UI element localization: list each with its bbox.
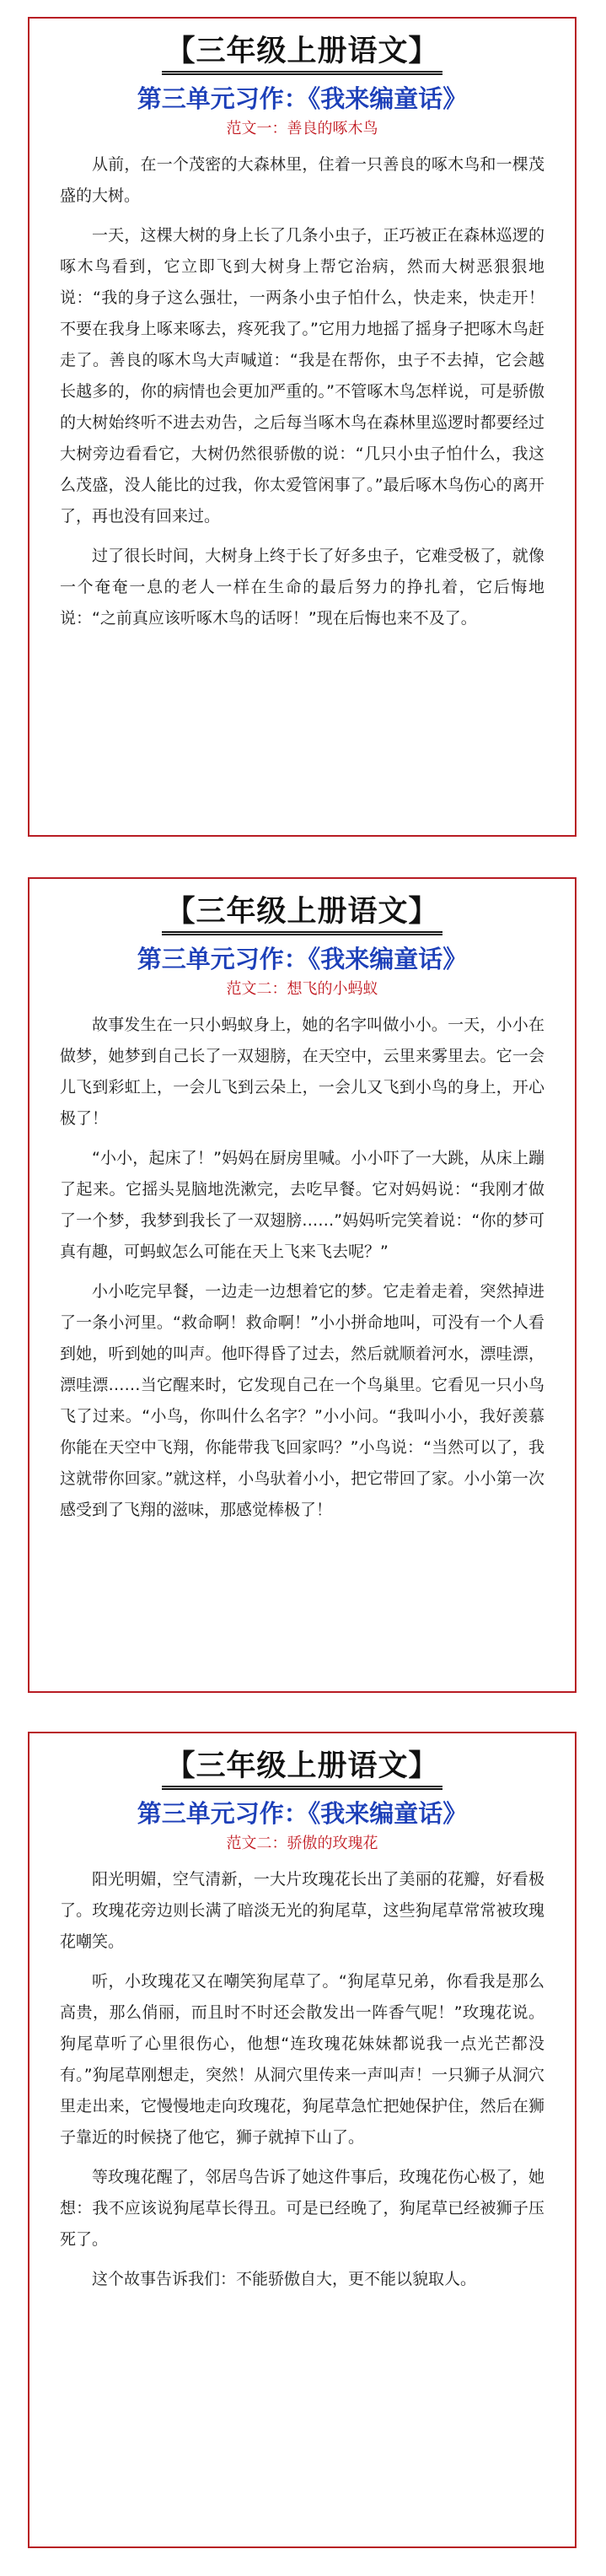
- essay-paragraph: 小小吃完早餐，一边走一边想着它的梦。它走着走着，突然掉进了一条小河里。“救命啊！救命啊！”小小拼命地叫，可没有一个人看到她，听到她的叫声。他吓得昏了过去，然后就顺着河水，漂哇漂，漂哇漂……当它醒来时，它发现自己在一个鸟巢里。它看见一只小鸟飞了过来。“小鸟，你叫什么名字？”小小问。“我叫小小，我好羡慕你能在天空中飞翔，你能带我飞回家吗？”小鸟说：“当然可以了，我这就带你回家。”就这样，小鸟驮着小小，把它带回了家。小小第一次感受到了飞翔的滋味，那感觉棒极了！: [60, 1282, 544, 1519]
- essay-label: 范文二：骄傲的玫瑰花: [226, 1835, 378, 1852]
- essay-body: [60, 1864, 544, 2295]
- main-title: 【三年级上册语文】: [162, 1749, 442, 1790]
- essay-paragraph: 过了很长时间，大树身上终于长了好多虫子，它难受极了，就像一个奄奄一息的老人一样在生命的最后努力的挣扎着，它后悔地说：“之前真应该听啄木鸟的话呀！”现在后悔也来不及了。: [60, 547, 544, 628]
- essay-paragraph: 这个故事告诉我们：不能骄傲自大，更不能以貌取人。: [92, 2270, 477, 2288]
- essay-card: [28, 1732, 577, 2548]
- main-title: 【三年级上册语文】: [162, 34, 442, 75]
- unit-subtitle: 第三单元习作：《我来编童话》: [137, 945, 468, 973]
- card-header: [60, 879, 544, 1000]
- essay-label: 范文二：想飞的小蚂蚁: [226, 980, 378, 998]
- main-title: 【三年级上册语文】: [162, 894, 442, 935]
- essay-paragraph: 一天，这棵大树的身上长了几条小虫子，正巧被正在森林巡逻的啄木鸟看到，它立即飞到大树身上帮它治病，然而大树恶狠狠地说：“我的身子这么强壮，一两条小虫子怕什么，快走来，快走开！不要在我身上啄来啄去，疼死我了。”它用力地摇了摇身子把啄木鸟赶走了。善良的啄木鸟大声喊道：“我是在帮你，虫子不去掉，它会越长越多的，你的病情也会更加严重的。”不管啄木鸟怎样说，可是骄傲的大树始终听不进去劝告，之后每当啄木鸟在森林里巡逻时都要经过大树旁边看看它，大树仍然很骄傲的说：“几只小虫子怕什么，我这么茂盛，没人能比的过我，你太爱管闲事了。”最后啄木鸟伤心的离开了，再也没有回来过。: [60, 226, 544, 525]
- essay-paragraph: 等玫瑰花醒了，邻居鸟告诉了她这件事后，玫瑰花伤心极了，她想：我不应该说狗尾草长得丑。可是已经晚了，狗尾草已经被狮子压死了。: [60, 2168, 544, 2249]
- essay-paragraph: 听，小玫瑰花又在嘲笑狗尾草了。“狗尾草兄弟，你看我是那么高贵，那么俏丽，而且时不时还会散发出一阵香气呢！”玫瑰花说。狗尾草听了心里很伤心，他想“连玫瑰花妹妹都说我一点光芒都没有。”狗尾草刚想走，突然！从洞穴里传来一声叫声！一只狮子从洞穴里走出来，它慢慢地走向玫瑰花，狗尾草急忙把她保护住，然后在狮子靠近的时候挠了他它，狮子就掉下山了。: [60, 1972, 544, 2147]
- essay-paragraph: “小小，起床了！”妈妈在厨房里喊。小小吓了一大跳，从床上蹦了起来。它摇头晃脑地洗漱完，去吃早餐。它对妈妈说：“我刚才做了一个梦，我梦到我长了一双翅膀……”妈妈听完笑着说：“你的梦可真有趣，可蚂蚁怎么可能在天上飞来飞去呢？”: [60, 1149, 544, 1261]
- essay-body: [60, 1010, 544, 1526]
- unit-subtitle: 第三单元习作：《我来编童话》: [137, 1799, 468, 1828]
- essay-card: [28, 17, 577, 837]
- essay-paragraph: 故事发生在一只小蚂蚁身上，她的名字叫做小小。一天，小小在做梦，她梦到自己长了一双翅膀，在天空中，云里来雾里去。它一会儿飞到彩虹上，一会儿飞到云朵上，一会儿又飞到小鸟的身上，开心极了！: [60, 1016, 544, 1128]
- essay-paragraph: 从前，在一个茂密的大森林里，住着一只善良的啄木鸟和一棵茂盛的大树。: [60, 155, 544, 205]
- essay-label: 范文一：善良的啄木鸟: [226, 120, 378, 137]
- essay-body: [60, 149, 544, 634]
- card-header: [60, 19, 544, 139]
- essay-paragraph: 阳光明媚，空气清新，一大片玫瑰花长出了美丽的花瓣，好看极了。玫瑰花旁边则长满了暗淡无光的狗尾草，这些狗尾草常常被玫瑰花嘲笑。: [60, 1870, 544, 1951]
- essay-card: [28, 877, 577, 1693]
- unit-subtitle: 第三单元习作：《我来编童话》: [137, 84, 468, 113]
- card-header: [60, 1733, 544, 1854]
